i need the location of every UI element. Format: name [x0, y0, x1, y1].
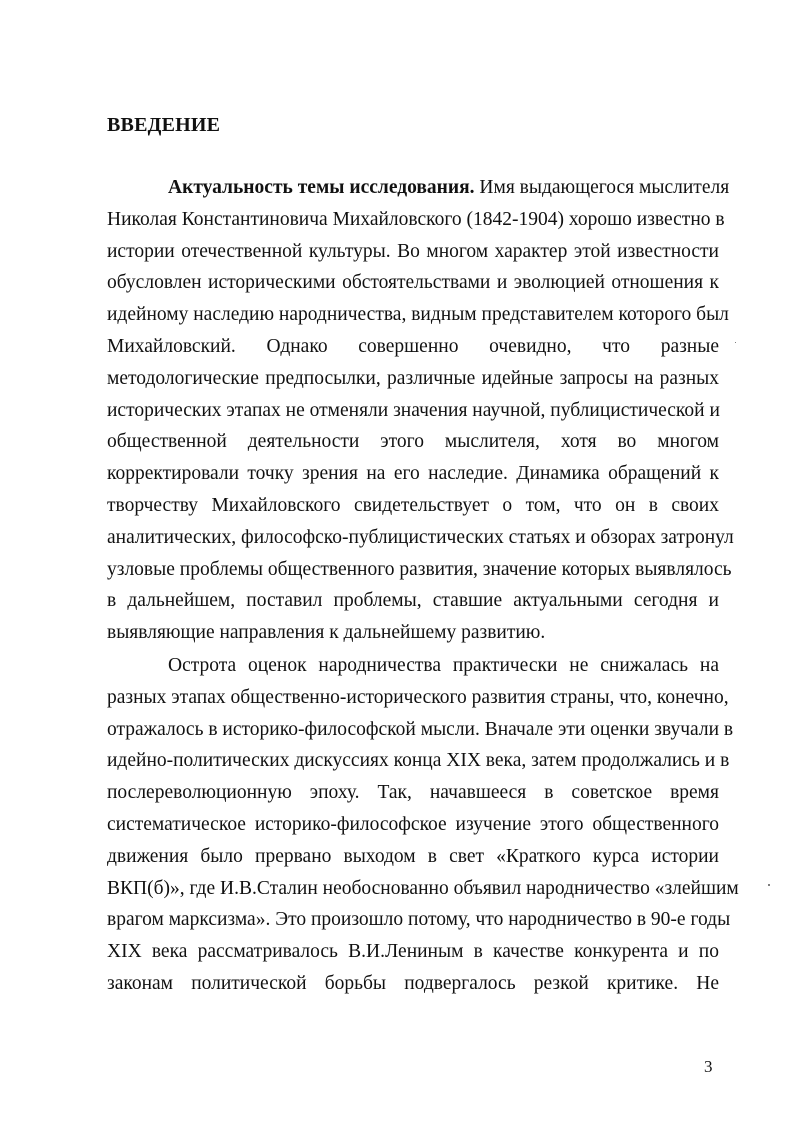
- paragraph-line: ВКП(б)», где И.В.Сталин необоснованно объявил народничество «злейшим: [107, 877, 739, 899]
- paragraph-line: идейному наследию народничества, видным представителем которого был: [107, 304, 729, 326]
- paragraph-relevance: [107, 172, 734, 649]
- paragraph-line: узловые проблемы общественного развития, значение которых выявлялось: [107, 558, 732, 580]
- paragraph-line: движения было прервано выходом в свет «Краткого курса истории: [107, 845, 719, 867]
- paragraph-line: послереволюционную эпоху. Так, начавшееся в советское время: [107, 782, 719, 804]
- lead-phrase: Актуальность темы исследования.: [168, 177, 475, 198]
- scan-speck: [768, 884, 770, 886]
- paragraph-line: отражалось в историко-философской мысли. Вначале эти оценки звучали в: [107, 718, 734, 740]
- paragraph-assessments: [107, 650, 739, 1000]
- paragraph-line: творчеству Михайловского свидетельствует о том, что он в своих: [107, 494, 719, 516]
- paragraph-line: общественной деятельности этого мыслителя, хотя во многом: [107, 431, 719, 453]
- paragraph-line: [107, 172, 730, 204]
- paragraph-line: XIX века рассматривалось В.И.Лениным в качестве конкурента и по: [107, 941, 719, 963]
- line-text: Имя выдающегося мыслителя: [474, 177, 730, 198]
- paragraph-line: исторических этапах не отменяли значения научной, публицистической и: [107, 399, 720, 421]
- paragraph-line: Михайловский. Однако совершенно очевидно, что разные: [107, 335, 719, 357]
- paragraph-line: законам политической борьбы подвергалось резкой критике. Не: [107, 972, 719, 994]
- paragraph-line: выявляющие направления к дальнейшему развитию.: [107, 622, 546, 644]
- paragraph-line: Николая Константиновича Михайловского (1842-1904) хорошо известно в: [107, 208, 725, 230]
- paragraph-line: разных этапах общественно-исторического развития страны, что, конечно,: [107, 686, 729, 708]
- section-heading: ВВЕДЕНИЕ: [107, 114, 221, 136]
- paragraph-line: обусловлен историческими обстоятельствами и эволюцией отношения к: [107, 272, 719, 294]
- paragraph-line: в дальнейшем, поставил проблемы, ставшие актуальными сегодня и: [107, 590, 719, 612]
- paragraph-line: идейно-политических дискуссиях конца XIX века, затем продолжались и в: [107, 750, 730, 772]
- paragraph-line: методологические предпосылки, различные идейные запросы на разных: [107, 367, 719, 389]
- paragraph-line: Острота оценок народничества практически не снижалась на: [168, 655, 719, 676]
- paragraph-line: корректировали точку зрения на его наследие. Динамика обращений к: [107, 463, 719, 485]
- scan-speck: [735, 342, 736, 343]
- paragraph-line: аналитических, философско-публицистических статьях и обзорах затронул: [107, 526, 734, 548]
- paragraph-line: врагом марксизма». Это произошло потому, что народничество в 90-е годы: [107, 909, 731, 931]
- paragraph-line: систематическое историко-философское изучение этого общественного: [107, 813, 719, 835]
- paragraph-line: истории отечественной культуры. Во многом характер этой известности: [107, 240, 719, 262]
- page-number: 3: [704, 1057, 713, 1076]
